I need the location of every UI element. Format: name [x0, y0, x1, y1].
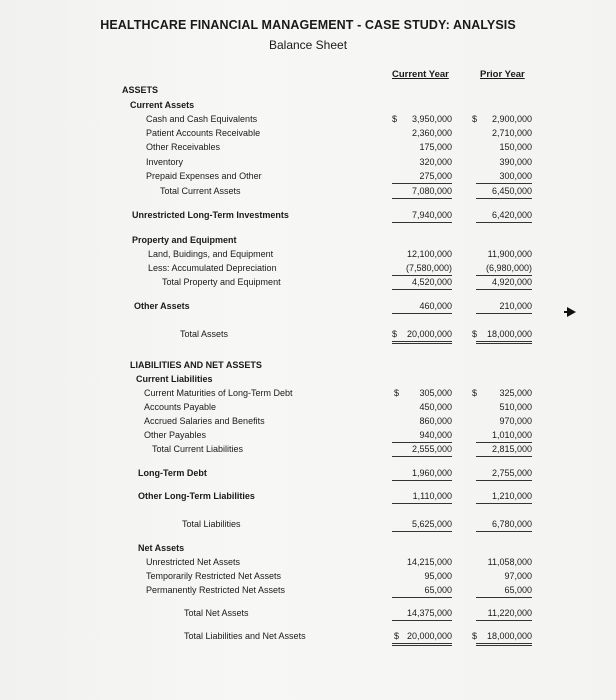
document-subtitle: Balance Sheet [268, 38, 348, 52]
net-assets-heading: Net Assets [138, 543, 185, 553]
prior-year-header: Prior Year [480, 69, 525, 80]
long-term-debt-row: Long-Term Debt 1,960,000 2,755,000 [0, 466, 616, 480]
total-current-liabilities-row: Total Current Liabilities 2,555,000 2,815,000 [0, 442, 616, 456]
cash-row: Cash and Cash Equivalents $ 3,950,000 $ 2,900,000 [146, 114, 532, 124]
total-liabilities-row: Total Liabilities 5,625,000 6,780,000 [0, 517, 616, 531]
liabilities-heading: LIABILITIES AND NET ASSETS [130, 360, 262, 370]
ppe-heading: Property and Equipment [132, 235, 237, 245]
other-payables-row: Other Payables 940,000 1,010,000 [0, 428, 616, 442]
other-receivables-row: Other Receivables 175,000 150,000 [146, 142, 532, 152]
document-title: HEALTHCARE FINANCIAL MANAGEMENT - CASE STUDY: ANALYSIS [100, 18, 516, 32]
salaries-row: Accrued Salaries and Benefits 860,000 970,000 [144, 416, 532, 426]
unrestricted-row: Unrestricted Net Assets 14,215,000 11,058,000 [146, 557, 532, 567]
receivable-row: Patient Accounts Receivable 2,360,000 2,710,000 [146, 128, 532, 138]
prepaid-row: Prepaid Expenses and Other 275,000 300,000 [0, 169, 616, 183]
total-current-assets-row: Total Current Assets 7,080,000 6,450,000 [0, 184, 616, 198]
investments-row: Unrestricted Long-Term Investments 7,940,000 6,420,000 [0, 208, 616, 222]
current-assets-heading: Current Assets [130, 100, 195, 110]
total-ppe-row: Total Property and Equipment 4,520,000 4,920,000 [0, 275, 616, 289]
inventory-row: Inventory 320,000 390,000 [146, 157, 532, 167]
other-long-term-liabilities-row: Other Long-Term Liabilities 1,110,000 1,210,000 [0, 489, 616, 503]
land-row: Land, Buidings, and Equipment 12,100,000 11,900,000 [148, 249, 532, 259]
cursor-arrow-icon [567, 307, 576, 317]
total-assets-row: Total Assets $ 20,000,000 $ 18,000,000 [0, 327, 616, 341]
permanently-restricted-row: Permanently Restricted Net Assets 65,000 65,000 [0, 583, 616, 597]
depreciation-row: Less: Accumulated Depreciation (7,580,000) (6,980,000) [0, 261, 616, 275]
current-liabilities-heading: Current Liabilities [136, 374, 213, 384]
total-net-assets-row: Total Net Assets 14,375,000 11,220,000 [0, 606, 616, 620]
assets-heading: ASSETS [122, 85, 159, 95]
accounts-payable-row: Accounts Payable 450,000 510,000 [144, 402, 532, 412]
other-assets-row: Other Assets 460,000 210,000 [0, 299, 616, 313]
maturities-row: Current Maturities of Long-Term Debt $ 305,000 $ 325,000 [144, 388, 532, 398]
current-year-header: Current Year [392, 69, 449, 80]
total-liabilities-net-assets-row: Total Liabilities and Net Assets $ 20,000,000 $ 18,000,000 [0, 629, 616, 643]
temporarily-restricted-row: Temporarily Restricted Net Assets 95,000 97,000 [146, 571, 532, 581]
